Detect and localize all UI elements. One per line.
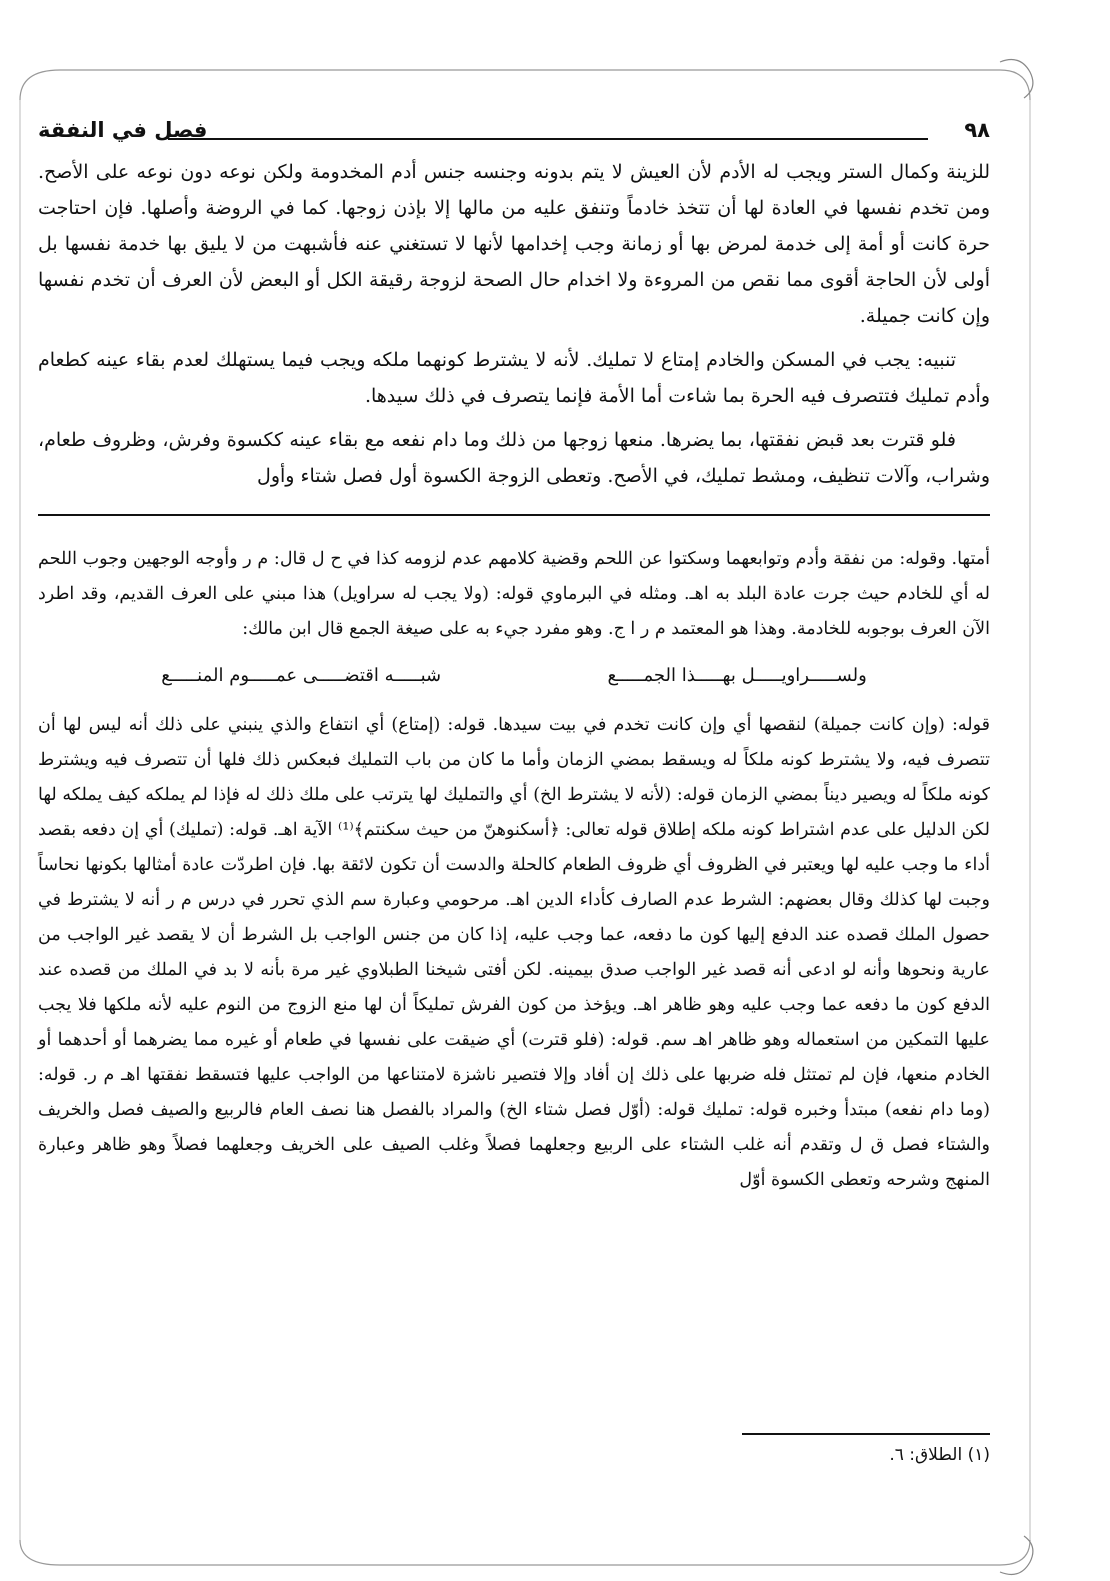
chapter-title: فصل في النفقة xyxy=(38,118,208,142)
main-paragraph-2: تنبيه: يجب في المسكن والخادم إمتاع لا تمليك. لأنه لا يشترط كونهما ملكه ويجب فيما يستهلك لعدم بقاء عينه كطعام وأدم تمليك فتتصرف فيه الحرة بما شاءت أما الأمة فإنما يتصرف في ذلك سيدها. xyxy=(38,349,990,407)
commentary-paragraph-1: أمتها. وقوله: من نفقة وأدم وتوابعهما وسكتوا عن اللحم وقضية كلامهم عدم لزومه كذا في ح ل قال: م ر وأوجه الوجهين وجوب اللحم له أي للخادم حيث جرت عادة البلد به اهـ. ومثله في البرماوي قوله: (ولا يجب له سراويل) هذا مبني على العرف القديم، وقد اطرد الآن العرف بوجوبه للخادمة. وهذا هو المعتمد م ر ا ج. وهو مفرد جيء به على صيغة الجمع قال ابن مالك: xyxy=(38,549,990,639)
footnote: (١) الطلاق: ٦. xyxy=(889,1445,990,1465)
page-header xyxy=(38,118,990,154)
poetry-verse xyxy=(78,665,950,686)
footnote-rule xyxy=(742,1433,990,1435)
page-number: ٩٨ xyxy=(964,118,990,142)
header-rule xyxy=(168,138,928,140)
verse-first-hemistich: ولســـــراويـــــل بهـــــذا الجمـــــع xyxy=(607,665,867,686)
main-paragraph-1: للزينة وكمال الستر ويجب له الأدم لأن العيش لا يتم بدونه وجنسه جنس أدم المخدومة ولكن نوعه دون نوعه على الأصح. ومن تخدم نفسها في العادة لها أن تتخذ خادماً وتنفق عليه من مالها إلا بإذن زوجها. كما في الروضة وأصلها. فإن احتاجت حرة كانت أو أمة إلى خدمة لمرض بها أو زمانة وجب إخدامها لأنها لا تستغني عنه فأشبهت من لا يليق بها خدمة نفسها بل أولى لأن الحاجة أقوى مما نقص من المروءة ولا اخدام حال الصحة لزوجة رقيقة الكل أو البعض لأن العرف أن تخدم نفسها وإن كانت جميلة. xyxy=(38,161,990,327)
text-commentary-divider xyxy=(38,514,990,516)
verse-second-hemistich: شبـــــه اقتضـــــى عمـــــوم المنـــــع xyxy=(161,665,442,686)
main-paragraph-3: فلو قترت بعد قبض نفقتها، بما يضرها. منعها زوجها من ذلك وما دام نفعه مع بقاء عينه ككسوة وفرش، وظروف طعام، وشراب، وآلات تنظيف، ومشط تمليك، في الأصح. وتعطى الزوجة الكسوة أول فصل شتاء وأول xyxy=(38,429,990,487)
commentary-paragraph-2: قوله: (وإن كانت جميلة) لنقصها أي وإن كانت تخدم في بيت سيدها. قوله: (إمتاع) أي انتفاع والذي ينبني على ذلك أنه ليس لها أن تتصرف فيه، ولا يشترط كونه ملكاً له ويسقط بمضي الزمان وأما ما كان من باب التمليك فبعكس ذلك فلها أن تتصرف فيه ويشترط كونه ملكاً له ويصير ديناً بمضي الزمان قوله: (لأنه لا يشترط الخ) أي والتمليك لها يترتب على ملك ذلك له فإذا لم يملكه كيف يملكه لها لكن الدليل على عدم اشتراط كونه ملكه إطلاق قوله تعالى: ﴿أسكنوهنّ من حيث سكنتم﴾⁽¹⁾ الآية اهـ. قوله: (تمليك) أي إن دفعه بقصد أداء ما وجب عليه لها ويعتبر في الظروف أي ظروف الطعام كالحلة والدست أن تكون لائقة بها. فإن اطردّت عادة أمثالها بكونها نحاساً وجبت لها كذلك وقال بعضهم: الشرط عدم الصارف كأداء الدين اهـ. مرحومي وعبارة سم الذي تحرر في درس م ر أنه لا يشترط في حصول الملك قصده عند الدفع إليها كون ما دفعه، عما وجب عليه، إذا كان من جنس الواجب بل الشرط أن لا يقصد غير الواجب من عارية ونحوها وأنه لو ادعى أنه قصد غير الواجب صدق بيمينه. لكن أفتى شيخنا الطبلاوي غير مرة بأنه لا بد في الملك من قصده عند الدفع كون ما دفعه عما وجب عليه وهو ظاهر اهـ. ويؤخذ من كون الفرش تمليكاً أن لها منع الزوج من النوم عليه لأنه ملكها فلا يجب عليها التمكين من استعماله وهو ظاهر اهـ سم. قوله: (فلو قترت) أي ضيقت على نفسها في طعام أو غيره مما يضرهما أو أحدهما أو الخادم منعها، فإن لم تمتثل فله ضربها على ذلك إن أفاد وإلا فتصير ناشزة لامتناعها من الواجب عليها فتسقط نفقتها اهـ م ر. قوله: (وما دام نفعه) مبتدأ وخبره قوله: تمليك قوله: (أوّل فصل شتاء الخ) والمراد بالفصل هنا نصف العام فالربيع والصيف فصل والخريف والشتاء فصل ق ل وتقدم أنه غلب الشتاء على الربيع وجعلهما فصلاً وغلب الصيف على الخريف وجعلهما فصلاً وهو ظاهر وعبارة المنهج وشرحه وتعطى الكسوة أوّل xyxy=(38,715,991,1190)
page-content xyxy=(38,118,990,1206)
